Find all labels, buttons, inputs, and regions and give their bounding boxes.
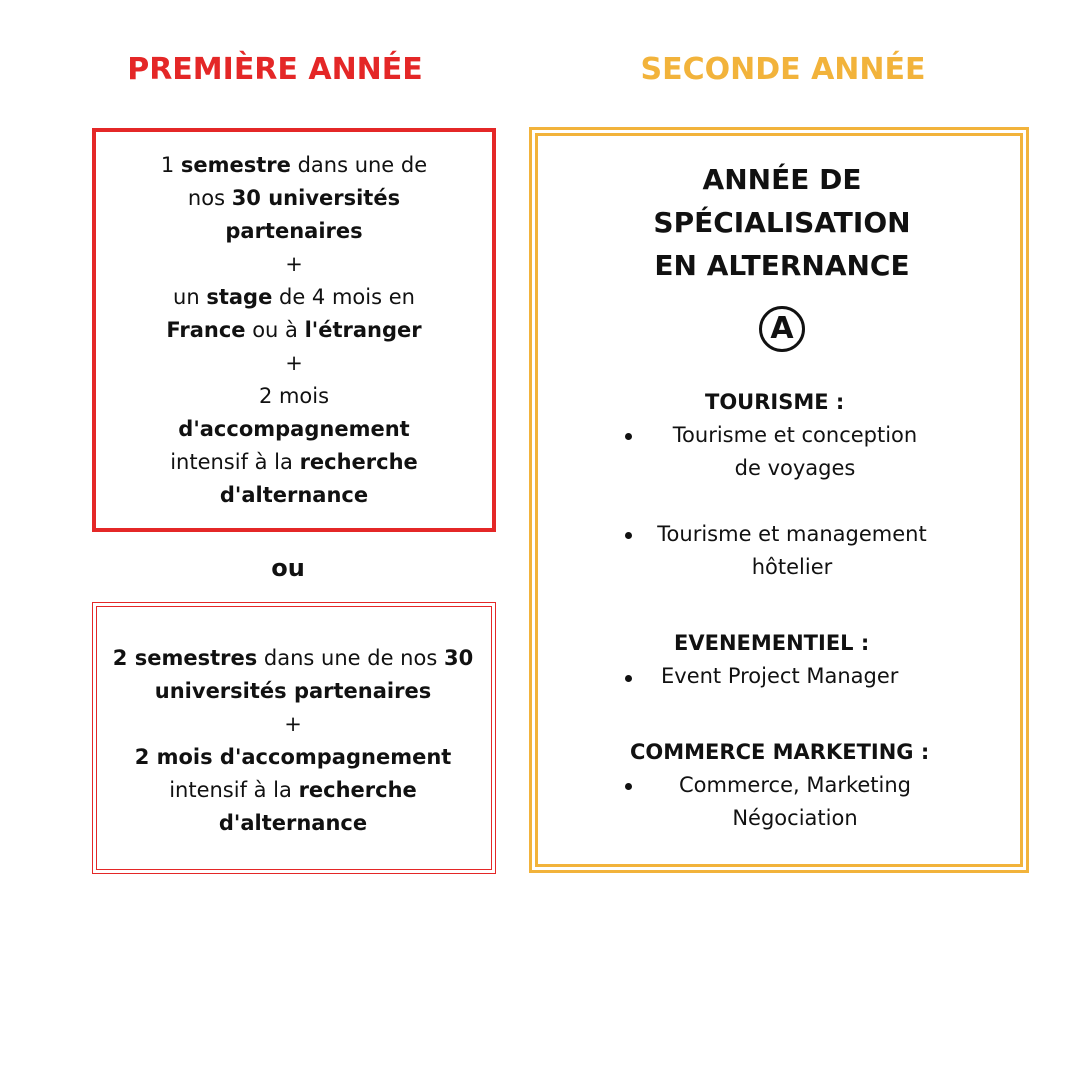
first-year-heading: PREMIÈRE ANNÉE [127,52,423,87]
or-separator: ou [271,554,305,582]
tourism-heading: TOURISME : [705,390,845,414]
bullet-icon [625,433,632,440]
tourism-item-2: Tourisme et management hôtelier [657,522,927,579]
option-1-text: 1 semestre dans une de nos 30 universités partenaires + un stage de 4 mois en France ou à l'étranger + 2 mois d'accompagnement intensif à la recherche d'alternance [146,149,442,512]
alternance-badge-icon: A [759,306,805,352]
event-item-1: Event Project Manager [661,664,899,688]
commerce-heading: COMMERCE MARKETING : [630,740,930,764]
plus-sign: + [285,351,303,375]
first-year-option-2-box [92,602,496,874]
first-year-option-1-box [92,128,496,532]
plus-sign: + [285,252,303,276]
specialisation-title: ANNÉE DE SPÉCIALISATION EN ALTERNANCE [653,163,911,282]
tourism-item-1: Tourisme et conception de voyages [672,423,918,480]
event-heading: EVENEMENTIEL : [674,631,870,655]
commerce-item-1: Commerce, Marketing Négociation [679,773,911,830]
second-year-box [529,127,1029,873]
plus-sign: + [284,712,302,736]
option-2-text: 2 semestres dans une de nos 30 universités partenaires + 2 mois d'accompagnement intensif à la recherche d'alternance [99,642,487,840]
second-year-heading: SECONDE ANNÉE [640,52,926,87]
bullet-icon [625,532,632,539]
bullet-icon [625,783,632,790]
bullet-icon [625,675,632,682]
